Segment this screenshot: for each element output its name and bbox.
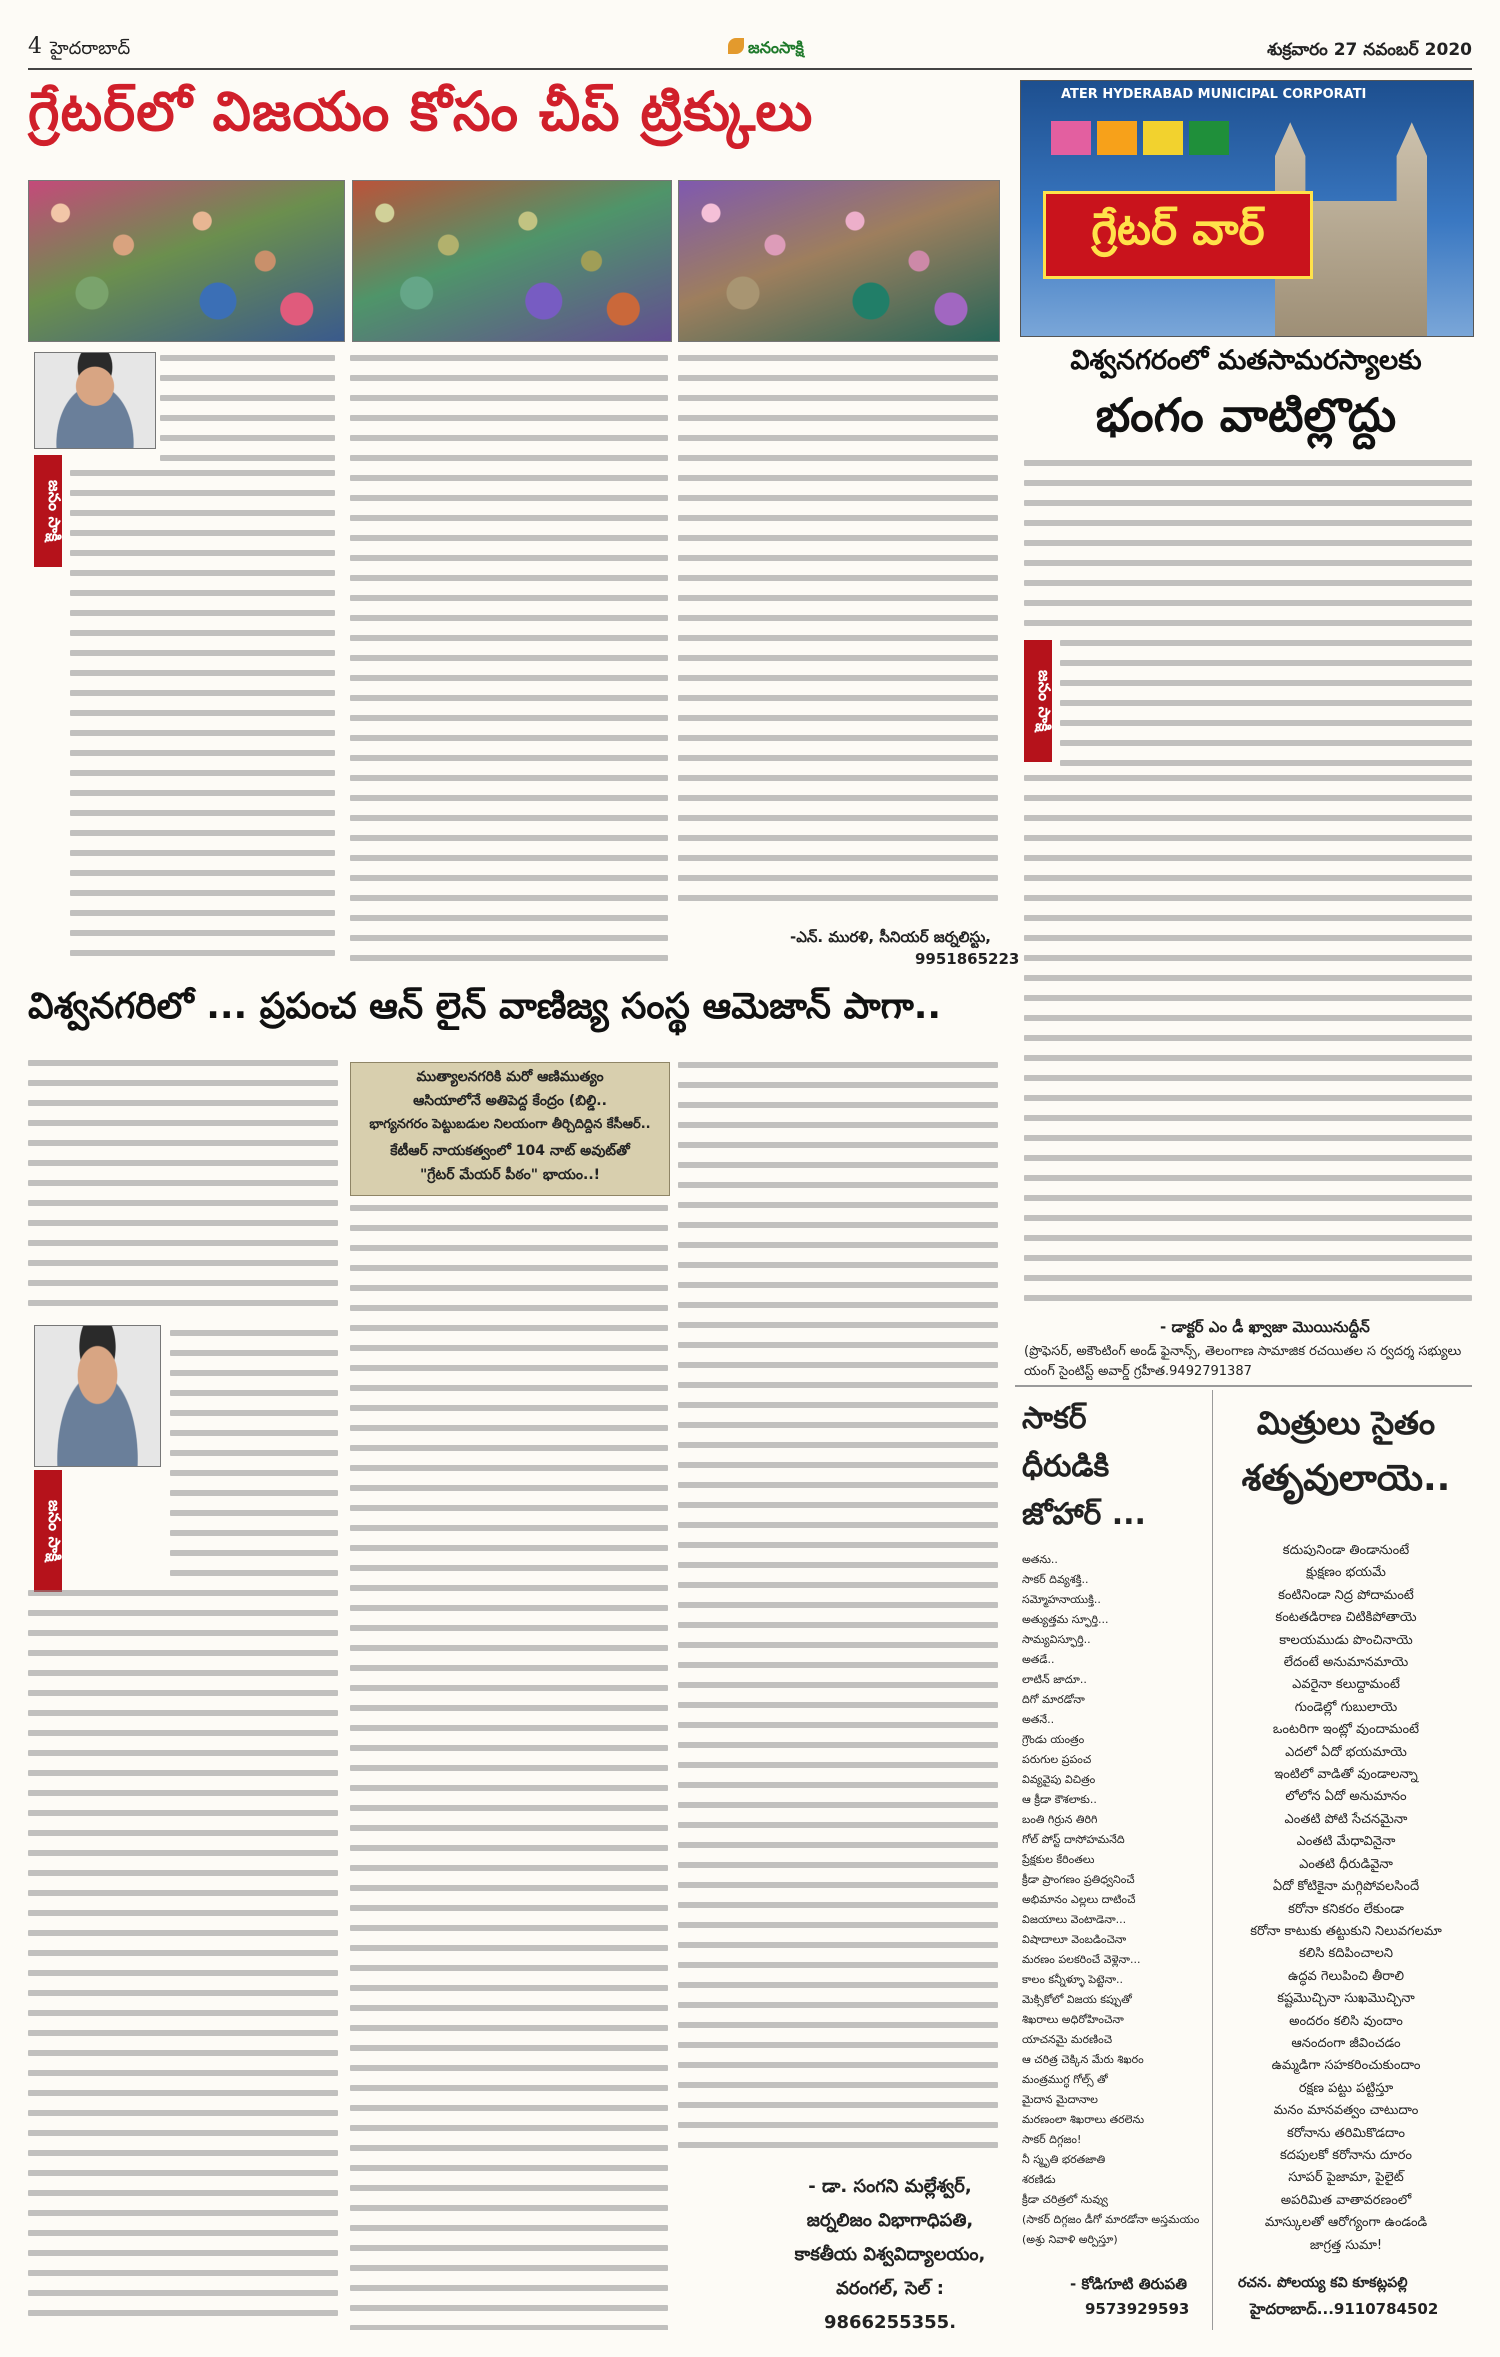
poem1-title [1022, 1395, 1202, 1539]
poem-line: (సాకర్ దిగ్గజం డీగో మారడోనా అస్తమయం [1022, 2213, 1200, 2226]
poem-line: ఏదో కోటికైనా మగ్గిపోవలసిందే [1272, 1879, 1420, 1895]
poem1-verse [1022, 1550, 1207, 2250]
poem-line: ఎదలో ఏదో భయమాయె [1285, 1744, 1407, 1760]
story1-phone: 9951865223 [915, 950, 1020, 968]
author-photo-malleshwar [34, 1325, 161, 1467]
poem-line: కలిసి కదిపించాలని [1298, 1946, 1394, 1962]
poem-line: జాగ్రత్త సుమా! [1309, 2237, 1383, 2253]
highlight-box-line: ఆసియాలోనే అతిపెద్ద కేంద్రం (బిల్డి.. [413, 1093, 607, 1109]
greater-war-banner [1020, 80, 1474, 337]
poem-line: బంతి గిర్రున తిరిగి [1022, 1813, 1098, 1826]
poem-line: దిగో మారడోనా [1022, 1693, 1085, 1706]
poem1-title-line: సాకర్ [1022, 1401, 1087, 1436]
poem1-title-line: ధీరుడికి [1022, 1449, 1110, 1484]
poem-line: సాకర్ దివ్యశక్తి.. [1022, 1573, 1089, 1586]
poem-line: పరుగుల ప్రపంచ [1022, 1753, 1092, 1766]
right-story-body-rest [1024, 775, 1472, 1315]
poem-line: మాస్కులతో ఆరోగ్యంగా ఉండండి [1264, 2215, 1428, 2231]
issue-date: శుక్రవారం 27 నవంబర్ 2020 [1267, 40, 1472, 60]
photo-rally-right [678, 180, 1000, 342]
story2-column-2 [350, 1205, 668, 2330]
poem-line: మంత్రముగ్ధ గోల్స్ తో [1022, 2073, 1108, 2086]
right-story-body-top [1024, 460, 1472, 635]
poem-line: క్రీడా చరిత్రలో నువ్వు [1022, 2193, 1108, 2206]
story2-author-name: - డా. సంగని మల్లేశ్వర్, [808, 2176, 972, 2197]
poem-line: ఎంతటి పోటి సేచనమైనా [1284, 1811, 1408, 1827]
poem-line: రక్షణ పట్టు పట్టిస్తూ [1298, 2080, 1394, 2096]
poem-divider [1015, 1385, 1472, 1387]
poem-line: మైదాన మైదానాల [1022, 2093, 1098, 2106]
poem-line: విషాదాలూ వెంబడించెనా [1022, 1933, 1127, 1946]
party-symbols [1051, 121, 1251, 161]
poem-line: ఎవరైనా కలుద్దామంటే [1292, 1677, 1400, 1693]
poem-line: సూపర్ పైజామా, పైలైట్ [1288, 2170, 1404, 2186]
story1-column-3 [678, 355, 998, 915]
poem-line: యాచనమై మరణించె [1022, 2033, 1113, 2046]
section-tag: జనం సాక్షి [34, 1470, 62, 1592]
poem2-city-phone: హైదరాబాద్...9110784502 [1250, 2300, 1439, 2318]
poem-line: కదుపునిండా తిండానుంటే [1282, 1543, 1410, 1558]
masthead-rule [28, 68, 1472, 70]
poem-line: కరోనా కాటుకు తట్టుకుని నిలువగలమా [1250, 1923, 1442, 1939]
poem-line: కరోనా కనికరం లేకుండా [1288, 1901, 1404, 1917]
right-story-author: - డాక్టర్ ఎం డీ ఖ్వాజా మొయినుద్దీన్ [1160, 1318, 1370, 1336]
poem1-lines [1022, 1550, 1207, 2250]
poem-line: గుండెల్లో గుబులాయె [1294, 1699, 1398, 1715]
poem-line: మనం మానవత్వం చాటుదాం [1273, 2103, 1419, 2119]
poem-line: ఆనందంగా జీవించడం [1291, 2035, 1401, 2051]
poem-line: ప్రేక్షకుల కేరింతలు [1022, 1853, 1095, 1866]
highlight-box-line: భాగ్యనగరం పెట్టుబడుల నిలయంగా తీర్చిదిద్దిన కేసీఆర్.. [369, 1117, 651, 1132]
poem-line: లోలోన ఏదో అనుమానం [1285, 1789, 1407, 1805]
poem-line: కరోనాను తరిమికొడదాం [1287, 2125, 1405, 2141]
poem-line: ఉద్ధవ గెలుపించి తీరాలి [1287, 1968, 1405, 1984]
poem2-author: రచన. పోలయ్య కవి కూకట్లపల్లి [1238, 2275, 1408, 2291]
poem-column-rule [1212, 1390, 1213, 2330]
poem2-lines [1220, 1540, 1472, 2257]
poem-line: ఎంతటి ధీరుడివైనా [1299, 1856, 1393, 1872]
photo-rally-center [352, 180, 672, 342]
story1-column-1-top [160, 355, 335, 465]
poem-line: ఎంతటి మేధావినైనా [1296, 1834, 1396, 1850]
poem-line: గ్రౌండు యంత్రం [1022, 1733, 1085, 1746]
poem-line: కాలం కన్నీళ్ళూ పెట్టెనా.. [1022, 1973, 1124, 1986]
poem-line: కాలయముడు పొంచినాయె [1279, 1632, 1413, 1648]
poem-line: ఉమ్మడిగా సహకరించుకుందాం [1271, 2058, 1421, 2074]
newspaper-logo [728, 30, 828, 64]
party-flag-icon [1189, 121, 1229, 155]
story1-column-1 [70, 470, 335, 970]
poem-line: ఆ చరిత్ర చెక్కిన మేరు శిఖరం [1022, 2053, 1144, 2066]
poem-line: కదపులకో కరోనాను దూరం [1279, 2147, 1413, 2163]
poem-line: మెక్సికోలో విజయ కప్పుతో [1022, 1993, 1132, 2006]
poem-line: నీ స్మృతి భరతజాతి [1022, 2153, 1106, 2166]
poem-line: క్రీడా ప్రాంగణం ప్రతిధ్వనించే [1022, 1873, 1135, 1886]
story1-column-2 [350, 355, 668, 970]
story2-column-3 [678, 1062, 998, 2162]
poem-line: అత్యుత్తమ స్ఫూర్తి... [1022, 1613, 1109, 1626]
right-story-headline: విశ్వనగరంలో మతసామరస్యాలకు [1070, 345, 1422, 376]
poem-line: మరణంలా శిఖరాలు తరలెను [1022, 2113, 1145, 2126]
party-flag-icon [1051, 121, 1091, 155]
poem-line: శరణిడు [1022, 2173, 1056, 2186]
poem-line: అందరం కలిసి వుందాం [1289, 2013, 1403, 2029]
poem2-title-line: మిత్రులు సైతం [1256, 1404, 1436, 1442]
poem-line: అపరిమిత వాతావరణంలో [1280, 2192, 1412, 2208]
highlight-box-line: కేటీఆర్ నాయకత్వంలో 104 నాట్ అవుట్‌తో [390, 1143, 630, 1159]
story2-column-1-side [170, 1330, 338, 1580]
story2-author-dept: జర్నలిజం విభాగాధిపతి, [806, 2210, 974, 2231]
poem1-author: - కోడిగూటి తిరుపతి [1070, 2275, 1187, 2293]
poem-line: మరణం పలకరించే వెళ్లెనా... [1022, 1953, 1141, 1966]
section-tag: జనం సాక్షి [34, 455, 62, 567]
poem-line: సామ్యవిస్ఫూర్తి.. [1022, 1633, 1091, 1646]
logo-leaf-icon [728, 38, 744, 54]
story1-author: -ఎన్. మురళి, సీనియర్ జర్నలిస్టు, [790, 928, 991, 946]
poem-line: విజయాలు వెంటాడెనా... [1022, 1913, 1127, 1926]
photo-rally-left [28, 180, 345, 342]
city-label: హైదరాబాద్ [50, 38, 131, 59]
story2-author-block [780, 2170, 1000, 2340]
story2-author-phone: వరంగల్, సెల్ : 9866255355. [823, 2278, 957, 2333]
poem-line: లేదంటే అనుమానమాయె [1283, 1655, 1409, 1671]
right-story-subheadline: భంగం వాటిల్లొద్దు [1095, 388, 1397, 442]
right-story-author-note: (ప్రొఫెసర్, అకౌంటింగ్ అండ్ ఫైనాన్స్, తెలంగాణ సామాజిక రచయితల స ర్వదర్శ సభ్యులు యంగ్ సైంటిస్ట్ అవార్డ్ గ్రహీత.9492791387 [1024, 1344, 1462, 1379]
poem-line: అభిమానం ఎల్లలు దాటించే [1022, 1893, 1136, 1906]
poem2-title [1220, 1395, 1472, 1507]
poem-line: (అశ్రు నివాళి అర్పిస్తూ) [1022, 2233, 1118, 2246]
poem-line: సాకర్ దిగ్గజం! [1022, 2133, 1082, 2146]
masthead [28, 30, 1472, 74]
poem-line: వివ్యవైపు విచిత్రం [1022, 1773, 1096, 1786]
poem-line: సమ్మోహనాయుక్తి.. [1022, 1593, 1101, 1606]
poem1-title-line: జోహార్ ... [1022, 1497, 1146, 1532]
banner-title: గ్రేటర్ వార్ [1043, 191, 1313, 279]
poem-line: అతను.. [1022, 1553, 1058, 1566]
highlight-box-line: "గ్రేటర్ మేయర్ పీఠం" భాయం..! [419, 1167, 601, 1183]
poem-line: కష్టమొచ్చినా సుఖమొచ్చినా [1277, 1991, 1415, 2007]
story2-author-univ: కాకతీయ విశ్వవిద్యాలయం, [794, 2244, 986, 2265]
party-flag-icon [1097, 121, 1137, 155]
poem-line: కంటినిండా నిద్ర పోదామంటే [1278, 1587, 1414, 1603]
poem2-title-line: శతృవులాయె.. [1241, 1458, 1451, 1499]
poem1-phone: 9573929593 [1085, 2300, 1190, 2318]
main-headline: గ్రేటర్‌లో విజయం కోసం చీప్ ట్రిక్కులు [28, 80, 814, 143]
poem-line: శిఖరాలు అధిరోహించెనా [1022, 2013, 1124, 2026]
poem-line: అతడే.. [1022, 1653, 1055, 1666]
right-story-body-column [1060, 640, 1472, 770]
poem-line: అతనే.. [1022, 1713, 1055, 1726]
section-tag: జనం సాక్షి [1024, 640, 1052, 762]
logo-text: జనంసాక్షి [748, 38, 804, 57]
amazon-headline: విశ్వనగరిలో ... ప్రపంచ ఆన్ లైన్ వాణిజ్య సంస్థ ఆమెజాన్ పాగా.. [28, 986, 942, 1027]
page-number: 4 [28, 34, 42, 59]
poem-line: ఇంటిలో వాడితో వుండాలన్నా [1274, 1767, 1418, 1783]
poem2-verse [1220, 1540, 1472, 2260]
poem-line: గోల్ పోస్ట్ దాసోహమనేది [1022, 1833, 1125, 1846]
poem-line: ఆ క్రీడా కౌశలాకు.. [1022, 1793, 1097, 1806]
highlight-box-title: ముత్యాలనగరికి మరో ఆణిముత్యం [416, 1069, 604, 1085]
poem-line: లాటిన్ జాదూ.. [1022, 1673, 1087, 1686]
story2-column-1-bottom [28, 1590, 338, 2330]
highlight-box [350, 1062, 670, 1196]
poem-line: కంటతడిరాణ చిటికిపోతాయె [1275, 1610, 1417, 1626]
author-photo-murali [34, 352, 156, 449]
banner-corporation-label: ATER HYDERABAD MUNICIPAL CORPORATI [1061, 87, 1367, 102]
party-flag-icon [1143, 121, 1183, 155]
story2-column-1-top [28, 1060, 338, 1315]
poem-line: ఒంటరిగా ఇంట్లో వుందామంటే [1272, 1722, 1420, 1738]
poem-line: క్షుక్షణం భయమే [1306, 1565, 1386, 1581]
